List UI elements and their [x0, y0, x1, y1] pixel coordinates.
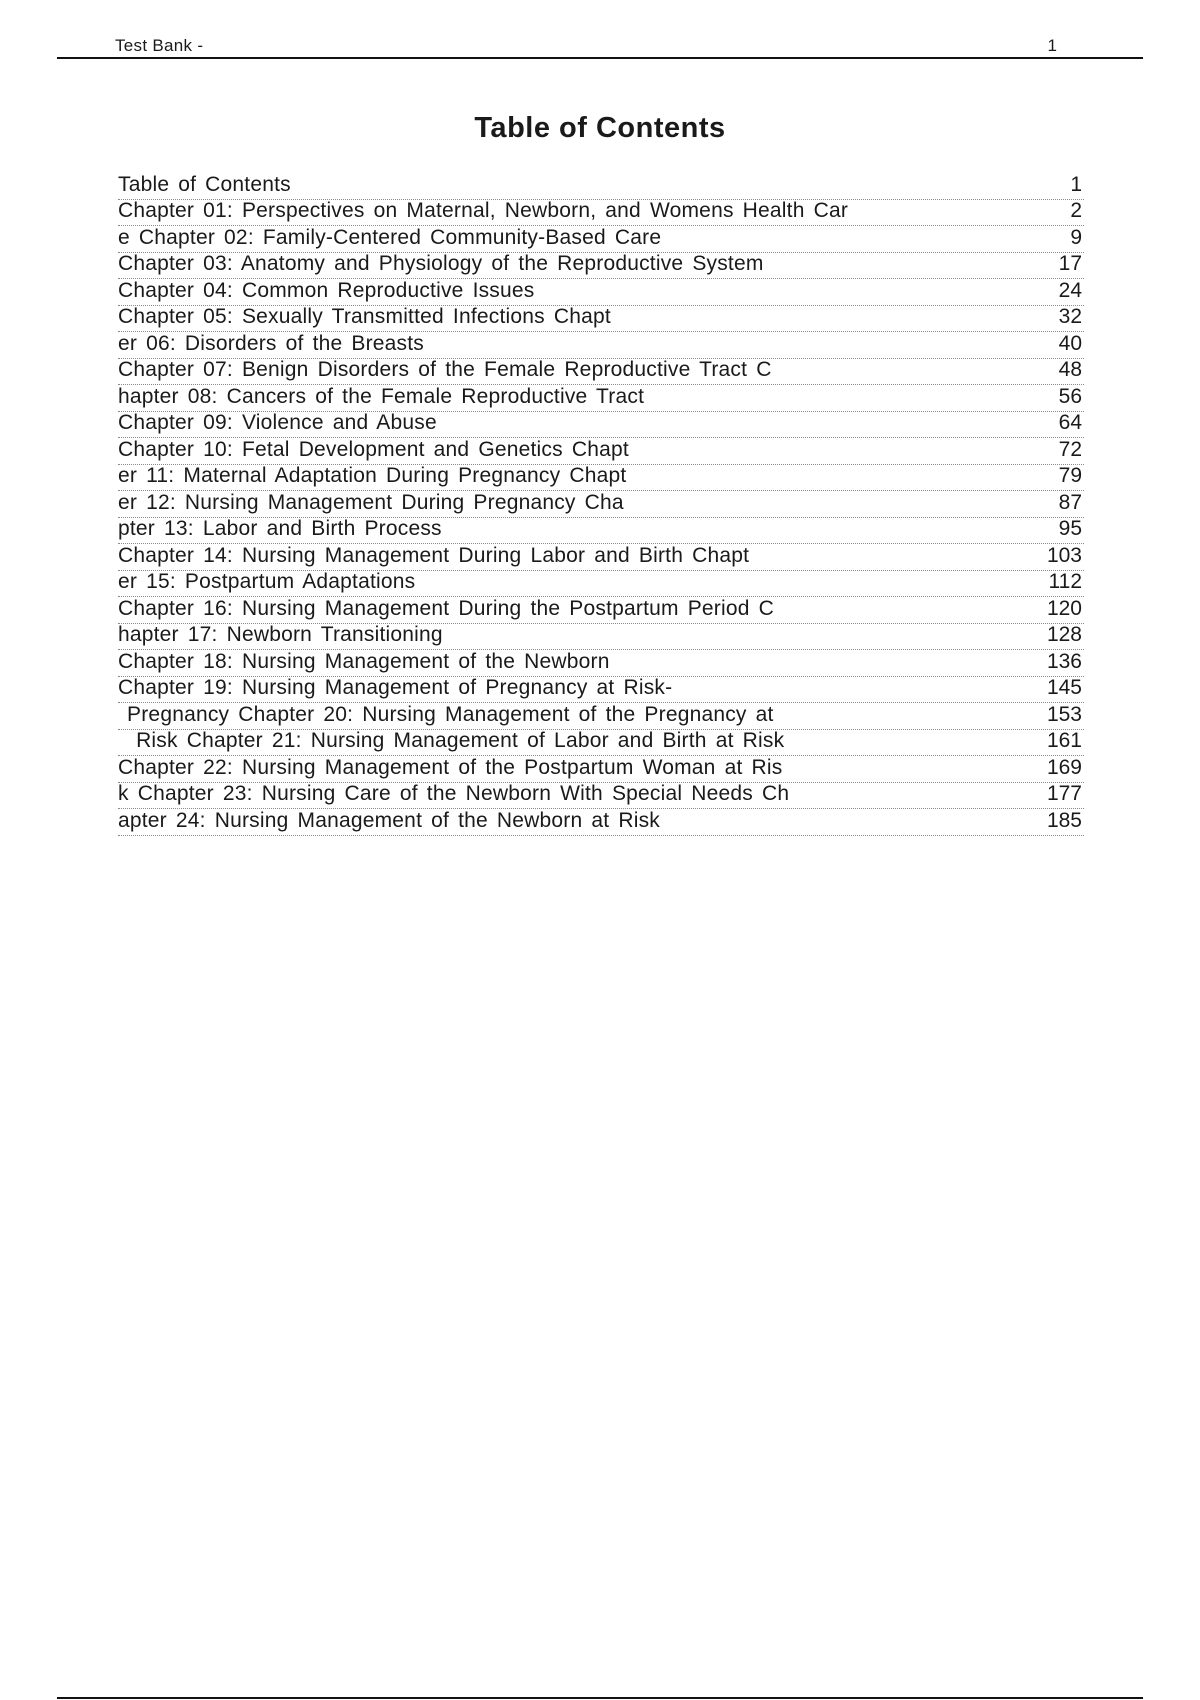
toc-entry[interactable]: [118, 412, 1084, 439]
header-page-number: 1: [1047, 36, 1057, 55]
toc-entry-page-number: 87: [1058, 490, 1082, 514]
toc-entry-label: Chapter 18: Nursing Management of the Newborn: [118, 649, 610, 673]
toc-entry[interactable]: [118, 597, 1084, 624]
toc-entry[interactable]: [118, 491, 1084, 518]
toc-entry[interactable]: [118, 253, 1084, 280]
toc-entry-page-number: 40: [1058, 331, 1082, 355]
toc-entry-page-number: 177: [1046, 782, 1082, 805]
toc-entry-label: Chapter 22: Nursing Management of the Postpartum Woman at Ris: [118, 755, 783, 779]
toc-entry-label: Chapter 19: Nursing Management of Pregnancy at Risk-: [118, 676, 673, 699]
toc-entry-page-number: 79: [1058, 464, 1082, 487]
toc-entry-label: Chapter 01: Perspectives on Maternal, Newborn, and Womens Health Car: [118, 199, 849, 222]
toc-entry-page-number: 56: [1058, 384, 1082, 408]
toc-entry-label: pter 13: Labor and Birth Process: [118, 517, 442, 540]
toc-entry-label: hapter 08: Cancers of the Female Reproductive Tract: [118, 384, 645, 408]
toc-entry-page-number: 64: [1058, 411, 1082, 434]
toc-entry-page-number: 169: [1046, 755, 1082, 779]
toc-entry[interactable]: [118, 226, 1084, 253]
toc-entry[interactable]: [118, 332, 1084, 359]
toc-entry-page-number: 153: [1046, 702, 1082, 726]
footer-rule: [57, 1697, 1143, 1699]
toc-entry-label: Chapter 04: Common Reproductive Issues: [118, 278, 535, 302]
toc-entry-page-number: 17: [1058, 252, 1082, 275]
toc-entry[interactable]: [118, 385, 1084, 412]
toc-entry[interactable]: [118, 703, 1084, 730]
toc-entry[interactable]: [118, 173, 1084, 200]
toc-entry-page-number: 112: [1048, 570, 1082, 593]
toc-entry-label: er 15: Postpartum Adaptations: [118, 570, 416, 593]
toc-entry-label: Chapter 07: Benign Disorders of the Female Reproductive Tract C: [118, 358, 772, 381]
toc-entry[interactable]: [118, 571, 1084, 598]
toc-entry-label: Chapter 03: Anatomy and Physiology of the Reproductive System: [118, 252, 764, 275]
toc-entry[interactable]: [118, 518, 1084, 545]
toc-entry-page-number: 185: [1046, 808, 1082, 832]
toc-entry-label: Pregnancy Chapter 20: Nursing Management of the Pregnancy at: [118, 702, 774, 726]
header-title: Test Bank -: [115, 36, 204, 55]
toc-entry[interactable]: [118, 650, 1084, 677]
toc-entry-label: Chapter 05: Sexually Transmitted Infections Chapt: [118, 305, 611, 328]
toc-entry-page-number: 2: [1070, 199, 1082, 222]
toc-entry-page-number: 72: [1058, 437, 1082, 461]
toc-entry[interactable]: [118, 809, 1084, 836]
toc-entry-label: Chapter 14: Nursing Management During Labor and Birth Chapt: [118, 543, 750, 567]
toc-entry-page-number: 24: [1058, 278, 1082, 302]
table-of-contents: [118, 173, 1084, 836]
toc-entry[interactable]: [118, 677, 1084, 704]
toc-entry-label: apter 24: Nursing Management of the Newborn at Risk: [118, 808, 660, 832]
toc-entry-page-number: 145: [1046, 676, 1082, 699]
toc-entry-page-number: 32: [1058, 305, 1082, 328]
toc-entry[interactable]: [118, 624, 1084, 651]
page-header: [57, 0, 1143, 59]
toc-entry-label: e Chapter 02: Family-Centered Community-Based Care: [118, 225, 662, 249]
toc-entry-label: Table of Contents: [118, 172, 291, 196]
toc-entry-label: hapter 17: Newborn Transitioning: [118, 623, 443, 646]
toc-entry[interactable]: [118, 438, 1084, 465]
toc-entry-page-number: 9: [1070, 225, 1082, 249]
toc-entry[interactable]: [118, 200, 1084, 227]
toc-entry-label: Chapter 09: Violence and Abuse: [118, 411, 437, 434]
toc-entry[interactable]: [118, 783, 1084, 810]
toc-entry-label: Chapter 10: Fetal Development and Genetics Chapt: [118, 437, 629, 461]
toc-entry[interactable]: [118, 756, 1084, 783]
page-title: Table of Contents: [474, 112, 726, 144]
toc-entry[interactable]: [118, 279, 1084, 306]
toc-entry-label: k Chapter 23: Nursing Care of the Newborn With Special Needs Ch: [118, 782, 790, 805]
toc-entry-page-number: 48: [1058, 358, 1082, 381]
toc-entry-label: er 12: Nursing Management During Pregnancy Cha: [118, 490, 624, 514]
toc-entry-page-number: 103: [1046, 543, 1082, 567]
toc-entry-page-number: 161: [1046, 729, 1082, 752]
toc-entry[interactable]: [118, 306, 1084, 333]
toc-entry-page-number: 136: [1046, 649, 1082, 673]
toc-entry-page-number: 120: [1046, 596, 1082, 620]
toc-entry-page-number: 1: [1070, 172, 1082, 196]
toc-entry-page-number: 128: [1046, 623, 1082, 646]
toc-entry[interactable]: [118, 544, 1084, 571]
toc-entry-label: er 06: Disorders of the Breasts: [118, 331, 424, 355]
toc-entry[interactable]: [118, 730, 1084, 757]
toc-entry-label: er 11: Maternal Adaptation During Pregnancy Chapt: [118, 464, 627, 487]
toc-entry-page-number: 95: [1058, 517, 1082, 540]
toc-entry[interactable]: [118, 465, 1084, 492]
toc-entry-label: Risk Chapter 21: Nursing Management of Labor and Birth at Risk: [118, 729, 785, 752]
toc-entry[interactable]: [118, 359, 1084, 386]
toc-entry-label: Chapter 16: Nursing Management During the Postpartum Period C: [118, 596, 775, 620]
